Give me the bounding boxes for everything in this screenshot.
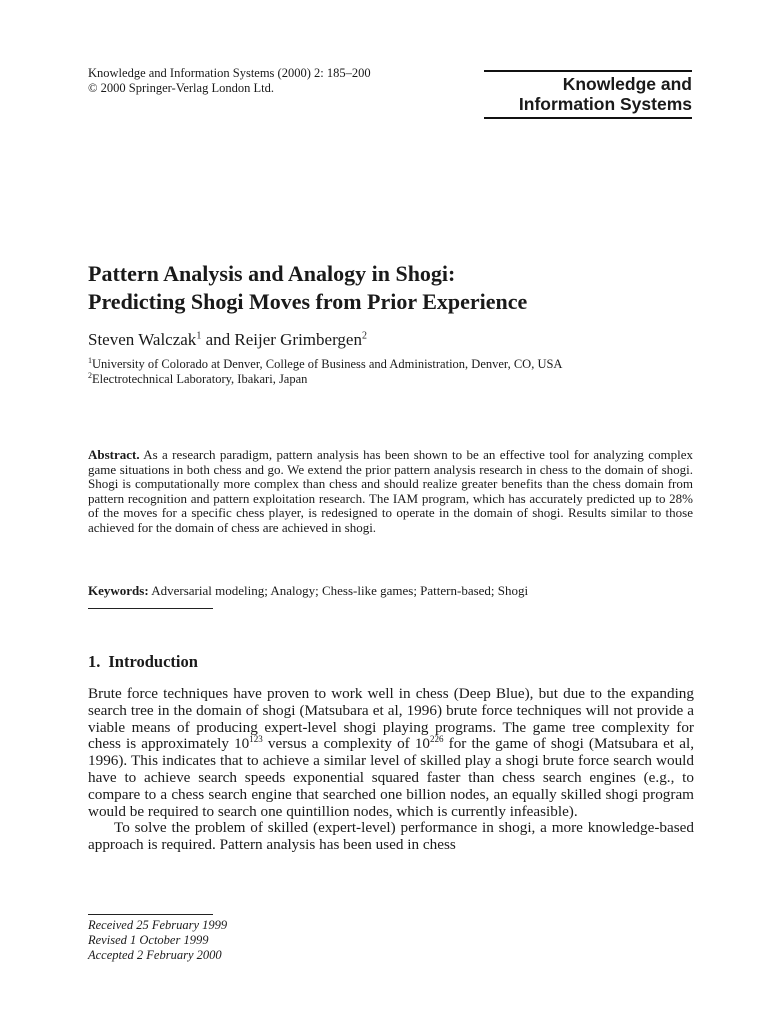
keywords-text: Adversarial modeling; Analogy; Chess-like games; Pattern-based; Shogi bbox=[148, 583, 529, 598]
journal-name-line-1: Knowledge and bbox=[562, 74, 692, 94]
abstract bbox=[88, 448, 693, 536]
paragraph-text: Brute force techniques have proven to work well in chess (Deep Blue), but due to the expanding search tree in the domain of shogi (Matsubara et al, 1996) brute force techniques will not provide a viable means of producing expert-level shogi playing programs. The game tree complexity for chess is approximately 10 bbox=[88, 685, 694, 753]
paragraph-text: for the game of shogi (Matsubara et al, 1996). This indicates that to achieve a similar level of skilled play a shogi brute force search would have to achieve search speeds exponential squared faster than chess search engines (e.g., to compare to a chess search engine that searched one billion nodes, an equally skilled shogi program would be required to search one quintillion nodes, which is currently infeasible). bbox=[88, 735, 694, 820]
section-heading bbox=[88, 652, 198, 672]
author-affiliation-mark: 1 bbox=[196, 330, 202, 342]
paragraph-text: To solve the problem of skilled (expert-level) performance in shogi, a more knowledge-based approach is required. Pattern analysis has been used in chess bbox=[88, 819, 694, 854]
date-received: Received 25 February 1999 bbox=[88, 918, 228, 932]
footer-divider bbox=[88, 914, 213, 915]
section-title: Introduction bbox=[108, 652, 198, 671]
affiliation-mark: 1 bbox=[88, 355, 92, 365]
citation-header bbox=[88, 66, 371, 96]
paper-title bbox=[88, 260, 708, 316]
paragraph bbox=[88, 820, 694, 854]
affiliation-line bbox=[88, 372, 708, 387]
abstract-label: Abstract. bbox=[88, 447, 140, 462]
date-accepted: Accepted 2 February 2000 bbox=[88, 948, 222, 962]
paragraph-text: versus a complexity of 10 bbox=[262, 735, 431, 753]
title-line-2: Predicting Shogi Moves from Prior Experience bbox=[88, 289, 528, 314]
divider bbox=[88, 608, 213, 609]
affiliations bbox=[88, 357, 708, 387]
affiliation-text: Electrotechnical Laboratory, Ibakari, Japan bbox=[92, 372, 308, 386]
exponent: 226 bbox=[430, 734, 444, 745]
affiliation-line bbox=[88, 357, 708, 372]
journal-name-line-2: Information Systems bbox=[518, 94, 692, 114]
author-list bbox=[88, 330, 367, 350]
citation-line: Knowledge and Information Systems (2000) 2: 185–200 bbox=[88, 66, 371, 80]
paragraph bbox=[88, 686, 694, 820]
title-line-1: Pattern Analysis and Analogy in Shogi: bbox=[88, 261, 456, 286]
author-affiliation-mark: 2 bbox=[361, 330, 367, 342]
copyright-line: © 2000 Springer-Verlag London Ltd. bbox=[88, 81, 274, 95]
abstract-text: As a research paradigm, pattern analysis has been shown to be an effective tool for analyzing complex game situations in both chess and go. We extend the prior pattern analysis research in chess to the domain of shogi. Shogi is computationally more complex than chess and should realize greater benefits than the chess domain from pattern recognition and pattern exploitation research. The IAM program, which has accurately predicted up to 28% of the moves for a specific chess player, is redesigned to operate in the domain of shogi. Results similar to those achieved for the domain of chess are achieved in shogi. bbox=[88, 447, 693, 535]
affiliation-text: University of Colorado at Denver, College of Business and Administration, Denver, CO, USA bbox=[92, 357, 563, 371]
body-text bbox=[88, 686, 694, 854]
author-name: Reijer Grimbergen bbox=[234, 330, 362, 349]
exponent: 123 bbox=[249, 734, 263, 745]
author-name: Steven Walczak bbox=[88, 330, 197, 349]
journal-name-block bbox=[484, 70, 692, 119]
date-revised: Revised 1 October 1999 bbox=[88, 933, 209, 947]
publication-dates bbox=[88, 918, 227, 963]
affiliation-mark: 2 bbox=[88, 370, 92, 380]
author-conjunction: and bbox=[201, 330, 235, 349]
keywords-label: Keywords: bbox=[88, 583, 149, 598]
section-number: 1. bbox=[88, 652, 101, 671]
keywords bbox=[88, 583, 693, 598]
